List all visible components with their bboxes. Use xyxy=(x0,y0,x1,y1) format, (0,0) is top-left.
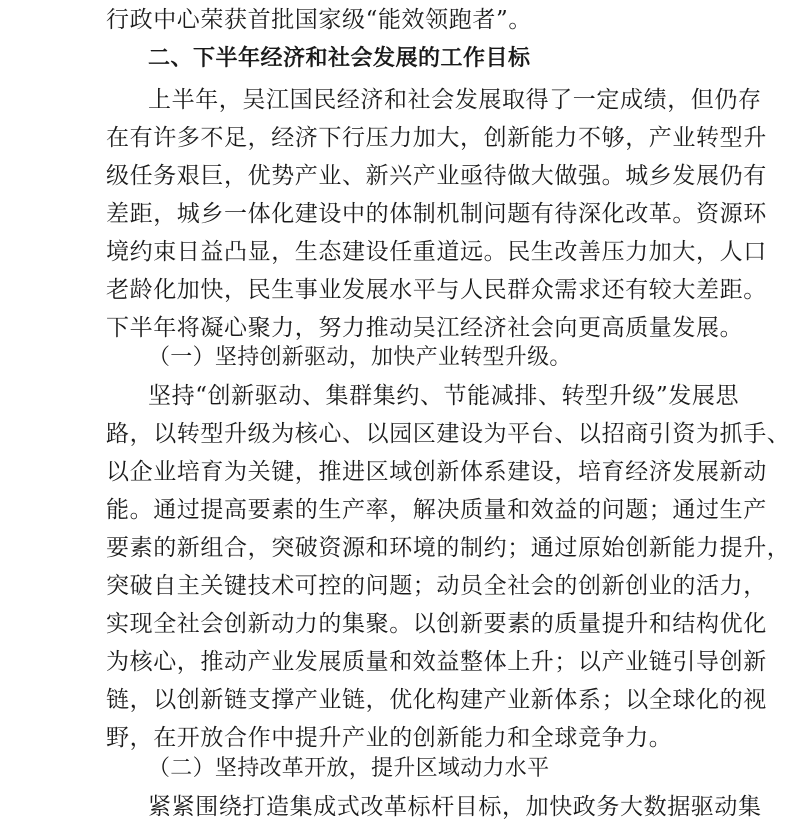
paragraph-line-5: 级任务艰巨，优势产业、新兴产业亟待做大做强。城乡发展仍有 xyxy=(106,163,767,189)
section-heading-2: 二、下半年经济和社会发展的工作目标 xyxy=(148,46,531,71)
paragraph-line-19: 链，以创新链支撑产业链，优化构建产业新体系；以全球化的视 xyxy=(106,687,767,713)
paragraph-line-11: 坚持“创新驱动、集群集约、节能减排、转型升级”发展思 xyxy=(148,383,740,409)
paragraph-line-13: 以企业培育为关键，推进区域创新体系建设，培育经济发展新动 xyxy=(106,459,767,485)
paragraph-line-22: 紧紧围绕打造集成式改革标杆目标，加快政务大数据驱动集 xyxy=(148,794,762,820)
subsection-heading-2: （二）坚持改革开放，提升区域动力水平 xyxy=(148,756,550,781)
subsection-heading-1: （一）坚持创新驱动，加快产业转型升级。 xyxy=(148,345,572,370)
paragraph-line-15: 要素的新组合，突破资源和环境的制约；通过原始创新能力提升， xyxy=(106,535,791,561)
paragraph-line-9: 下半年将凝心聚力，努力推动吴江经济社会向更高质量发展。 xyxy=(106,315,744,341)
paragraph-line-4: 在有许多不足，经济下行压力加大，创新能力不够，产业转型升 xyxy=(106,125,767,151)
paragraph-line-14: 能。通过提高要素的生产率，解决质量和效益的问题；通过生产 xyxy=(106,497,767,523)
paragraph-line-6: 差距，城乡一体化建设中的体制机制问题有待深化改革。资源环 xyxy=(106,201,767,227)
paragraph-line-3: 上半年，吴江国民经济和社会发展取得了一定成绩，但仍存 xyxy=(148,87,762,113)
paragraph-line-1: 行政中心荣获首批国家级“能效领跑者”。 xyxy=(106,7,532,33)
paragraph-line-16: 突破自主关键技术可控的问题；动员全社会的创新创业的活力， xyxy=(106,573,767,599)
paragraph-line-18: 为核心，推动产业发展质量和效益整体上升；以产业链引导创新 xyxy=(106,649,767,675)
paragraph-line-17: 实现全社会创新动力的集聚。以创新要素的质量提升和结构优化 xyxy=(106,611,767,637)
paragraph-line-20: 野，在开放合作中提升产业的创新能力和全球竞争力。 xyxy=(106,725,673,751)
paragraph-line-8: 老龄化加快，民生事业发展水平与人民群众需求还有较大差距。 xyxy=(106,277,767,303)
paragraph-line-12: 路，以转型升级为核心、以园区建设为平台、以招商引资为抓手、 xyxy=(106,421,791,447)
paragraph-line-7: 境约束日益凸显，生态建设任重道远。民生改善压力加大，人口 xyxy=(106,239,767,265)
